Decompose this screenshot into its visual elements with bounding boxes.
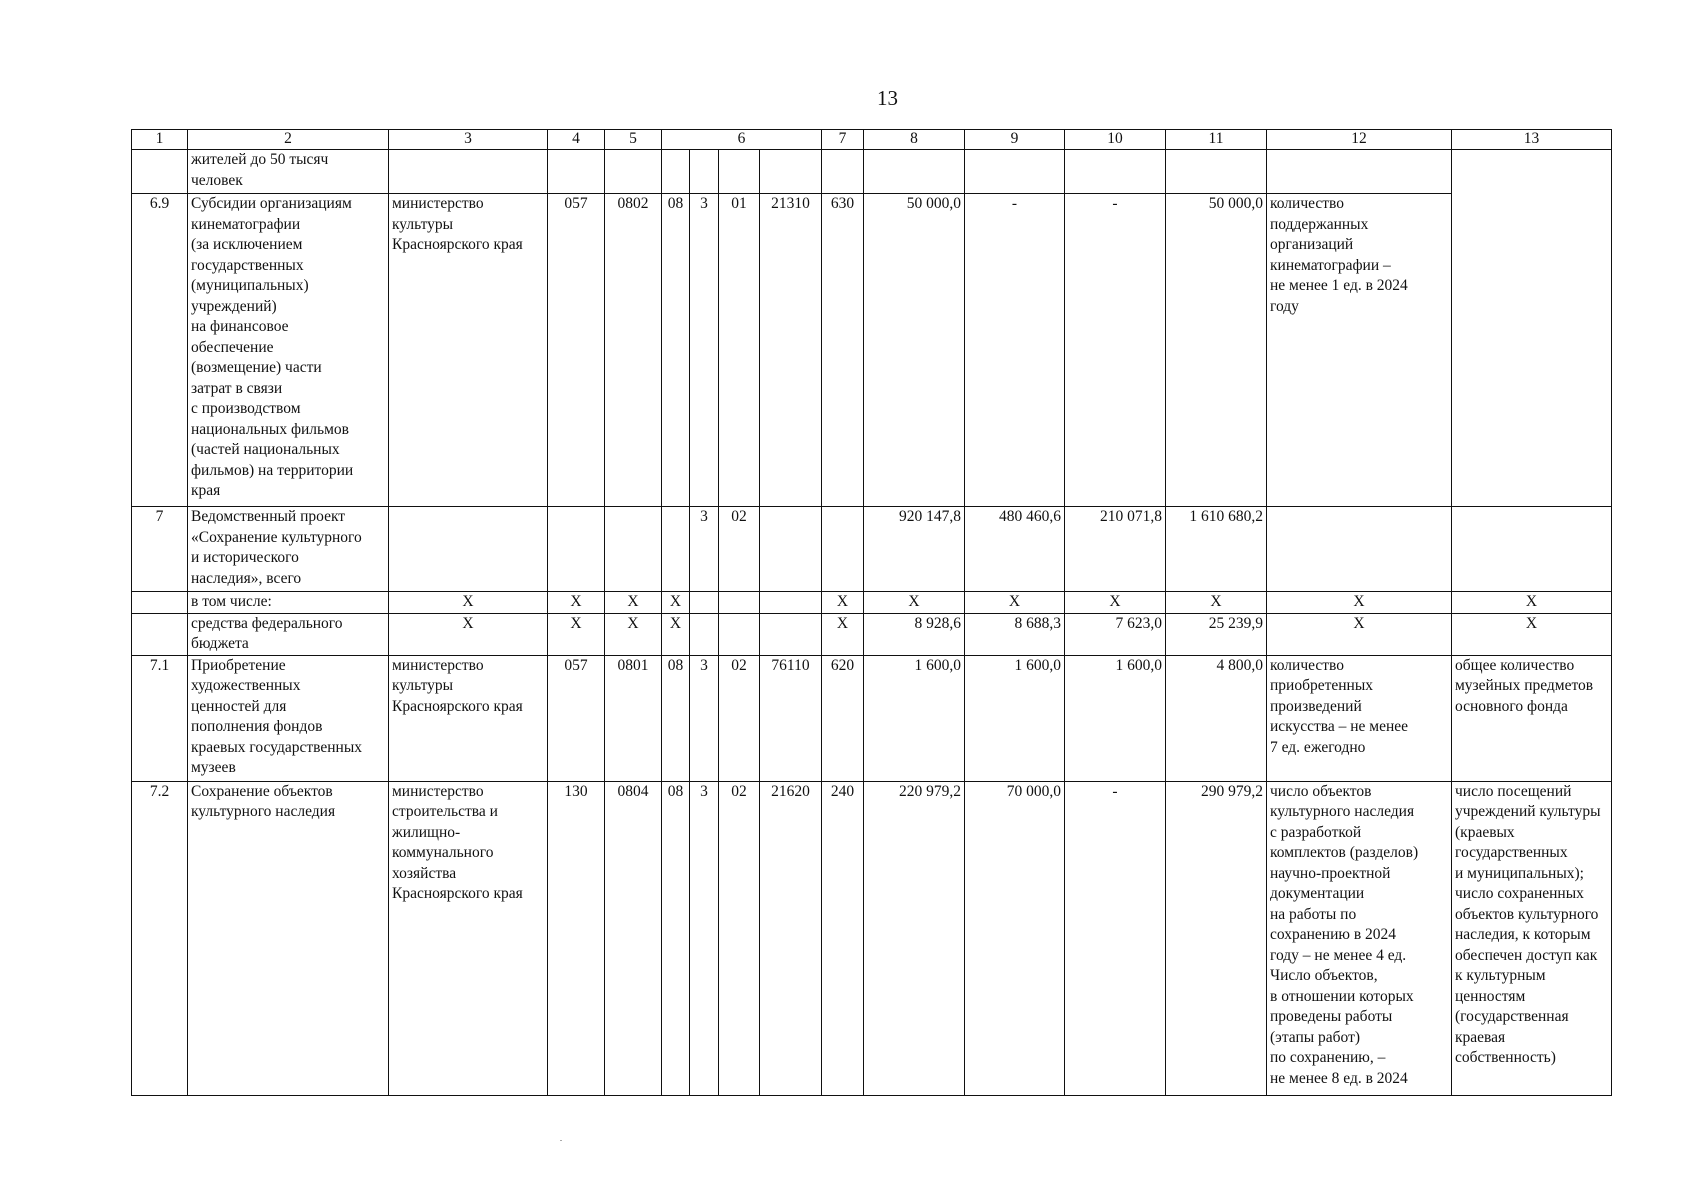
cell-col13-empty [1452, 150, 1612, 507]
header-col-12: 12 [1267, 130, 1452, 150]
cell-col9: - [965, 194, 1065, 507]
cell-name: жителей до 50 тысяч человек [188, 150, 389, 194]
cell-col8: 1 600,0 [864, 655, 965, 781]
header-col-8: 8 [864, 130, 965, 150]
header-col-10: 10 [1065, 130, 1166, 150]
cell-agency: министерство строительства и жилищно- коммунального хозяйства Красноярского края [389, 781, 548, 1095]
cell-col6-code: 21310 [760, 194, 822, 507]
cell-x: X [1452, 613, 1612, 655]
cell-x: X [548, 613, 605, 655]
header-col-9: 9 [965, 130, 1065, 150]
scan-speck [560, 1140, 562, 1141]
header-col-4: 4 [548, 130, 605, 150]
cell-col4: 057 [548, 655, 605, 781]
cell-name: Ведомственный проект «Сохранение культурного и исторического наследия», всего [188, 507, 389, 592]
cell-col6-program: 3 [690, 194, 719, 507]
cell-col7: 630 [822, 194, 864, 507]
cell-x: X [662, 592, 690, 614]
table-row-7-1 [132, 655, 1612, 781]
cell-col6-section: 08 [662, 655, 690, 781]
cell-col10: 1 600,0 [1065, 655, 1166, 781]
cell-col10: - [1065, 194, 1166, 507]
header-col-7: 7 [822, 130, 864, 150]
cell-x: X [662, 613, 690, 655]
cell-col4: 130 [548, 781, 605, 1095]
cell-col10: - [1065, 781, 1166, 1095]
header-col-11: 11 [1166, 130, 1267, 150]
cell-col9: 8 688,3 [965, 613, 1065, 655]
cell-col5: 0801 [605, 655, 662, 781]
cell-col6-subprogram: 02 [719, 781, 760, 1095]
cell-col9: 1 600,0 [965, 655, 1065, 781]
cell-x: X [605, 613, 662, 655]
cell-col8: 50 000,0 [864, 194, 965, 507]
cell-x: X [1065, 592, 1166, 614]
cell-col6-program: 3 [690, 507, 719, 592]
cell-agency: министерство культуры Красноярского края [389, 194, 548, 507]
header-col-13: 13 [1452, 130, 1612, 150]
table-row-federal [132, 613, 1612, 655]
table-row-including [132, 592, 1612, 614]
header-col-1: 1 [132, 130, 188, 150]
cell-number: 6.9 [132, 194, 188, 507]
cell-agency: министерство культуры Красноярского края [389, 655, 548, 781]
cell-col6-subprogram: 02 [719, 655, 760, 781]
cell-name: Приобретение художественных ценностей для пополнения фондов краевых государственных музеев [188, 655, 389, 781]
cell-col11: 1 610 680,2 [1166, 507, 1267, 592]
cell-col5: 0804 [605, 781, 662, 1095]
cell-x: X [822, 613, 864, 655]
table-row-6-9 [132, 194, 1612, 507]
cell-x: X [1267, 613, 1452, 655]
cell-col11: 4 800,0 [1166, 655, 1267, 781]
budget-table [131, 129, 1612, 1096]
cell-col6-subprogram: 02 [719, 507, 760, 592]
table-row-continuation [132, 150, 1612, 194]
cell-col6-section: 08 [662, 781, 690, 1095]
cell-x: X [822, 592, 864, 614]
header-col-6: 6 [662, 130, 822, 150]
cell-name: в том числе: [188, 592, 389, 614]
header-col-5: 5 [605, 130, 662, 150]
cell-col11: 290 979,2 [1166, 781, 1267, 1095]
table-row-7 [132, 507, 1612, 592]
cell-col6-subprogram: 01 [719, 194, 760, 507]
cell-x: X [864, 592, 965, 614]
header-row [132, 130, 1612, 150]
cell-col12: количество приобретенных произведений искусства – не менее 7 ед. ежегодно [1267, 655, 1452, 781]
cell-col10: 7 623,0 [1065, 613, 1166, 655]
cell-col5: 0802 [605, 194, 662, 507]
header-col-3: 3 [389, 130, 548, 150]
cell-col8: 920 147,8 [864, 507, 965, 592]
table-row-7-2 [132, 781, 1612, 1095]
cell-x: X [1267, 592, 1452, 614]
cell-col7: 240 [822, 781, 864, 1095]
cell-number: 7.1 [132, 655, 188, 781]
header-col-2: 2 [188, 130, 389, 150]
cell-x: X [605, 592, 662, 614]
cell-col13: общее количество музейных предметов основного фонда [1452, 655, 1612, 781]
cell-col12: количество поддержанных организаций кинематографии – не менее 1 ед. в 2024 году [1267, 194, 1452, 507]
cell-col13: число посещений учреждений культуры (краевых государственных и муниципальных); число сохраненных объектов культурного наследия, к которым обеспечен доступ как к культурным ценностям (государственная краевая собственность) [1452, 781, 1612, 1095]
cell-col6-section: 08 [662, 194, 690, 507]
cell-x: X [389, 592, 548, 614]
cell-number: 7 [132, 507, 188, 592]
cell-col8: 220 979,2 [864, 781, 965, 1095]
cell-col7: 620 [822, 655, 864, 781]
cell-name: Субсидии организациям кинематографии (за исключением государственных (муниципальных) учреждений) на финансовое обеспечение (возмещение) части затрат в связи с производством национальных фильмов (частей национальных фильмов) на территории края [188, 194, 389, 507]
cell-x: X [389, 613, 548, 655]
cell-col6-program: 3 [690, 781, 719, 1095]
cell-col9: 70 000,0 [965, 781, 1065, 1095]
cell-col9: 480 460,6 [965, 507, 1065, 592]
cell-col6-program: 3 [690, 655, 719, 781]
cell-name: средства федерального бюджета [188, 613, 389, 655]
cell-col10: 210 071,8 [1065, 507, 1166, 592]
cell-name: Сохранение объектов культурного наследия [188, 781, 389, 1095]
page-number: 13 [877, 86, 898, 110]
cell-col6-code: 21620 [760, 781, 822, 1095]
cell-x: X [1452, 592, 1612, 614]
cell-number: 7.2 [132, 781, 188, 1095]
cell-col12: число объектов культурного наследия с разработкой комплектов (разделов) научно-проектной документации на работы по сохранению в 2024 году – не менее 4 ед. Число объектов, в отношении которых проведены работы (этапы работ) по сохранению, – не менее 8 ед. в 2024 [1267, 781, 1452, 1095]
cell-col11: 25 239,9 [1166, 613, 1267, 655]
cell-x: X [965, 592, 1065, 614]
cell-col11: 50 000,0 [1166, 194, 1267, 507]
cell-x: X [548, 592, 605, 614]
cell-x: X [1166, 592, 1267, 614]
cell-col8: 8 928,6 [864, 613, 965, 655]
cell-col6-code: 76110 [760, 655, 822, 781]
cell-col4: 057 [548, 194, 605, 507]
